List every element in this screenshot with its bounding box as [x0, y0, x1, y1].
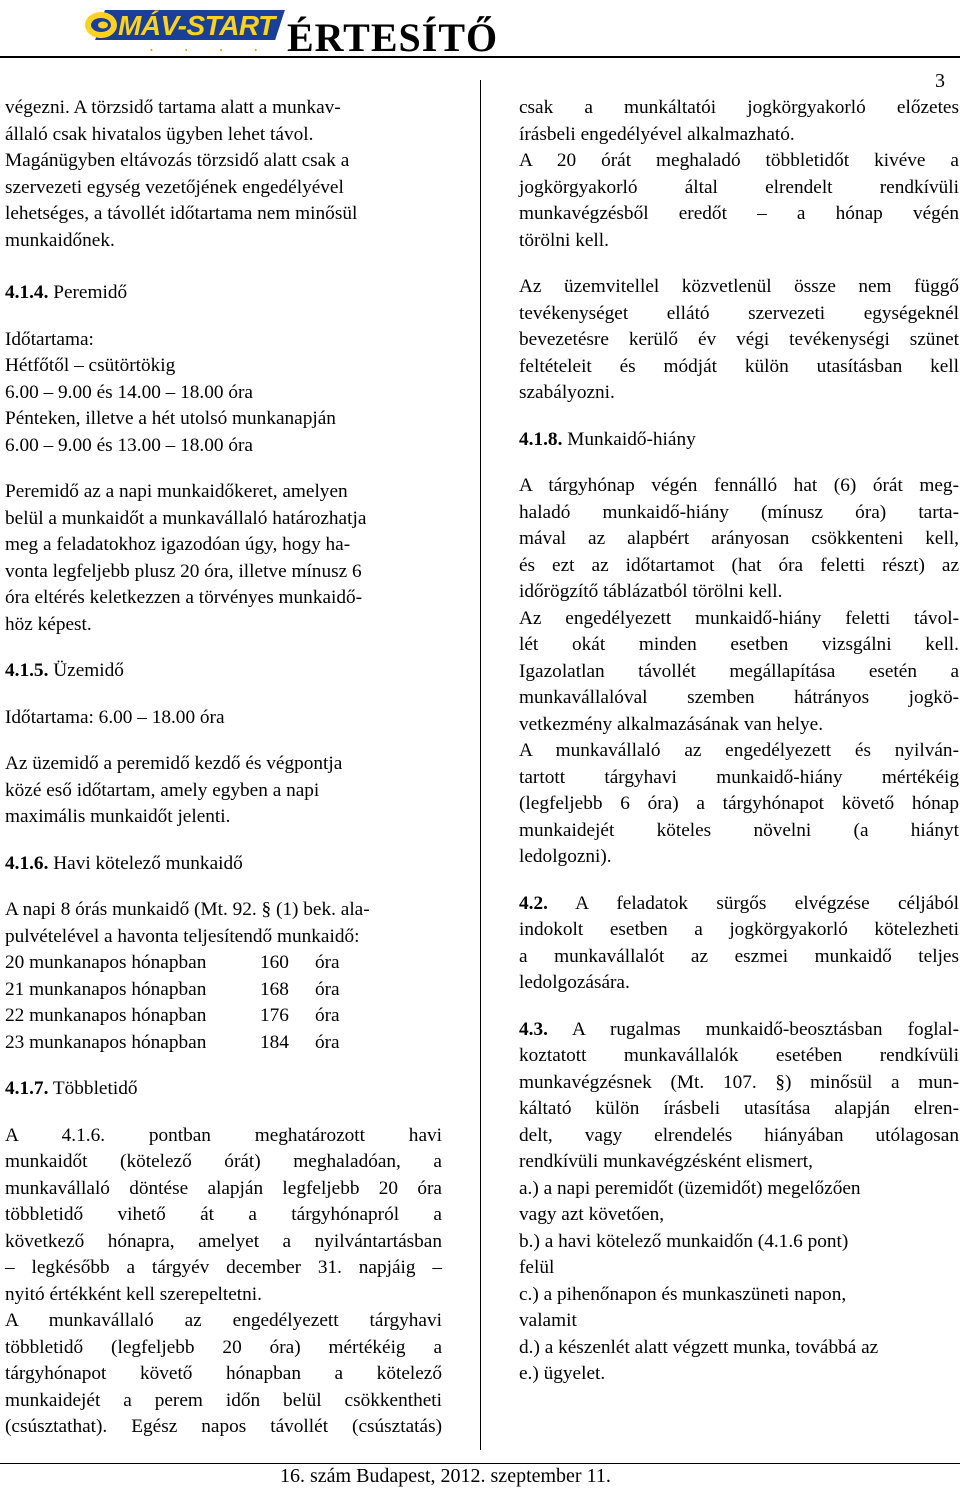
text-line: jogkörgyakorló által elrendelt rendkívüli	[519, 176, 959, 198]
text-line: csak a munkáltatói jogkörgyakorló előzetes	[519, 97, 959, 118]
text-line: nyitó értékként kell szerepeltetni.	[5, 1283, 262, 1305]
text-line: ledolgozni).	[519, 846, 612, 867]
text-line: és ezt az időtartamot (hat óra feletti részt) az	[519, 554, 959, 576]
text-line: koztatott munkavállalók esetében rendkívüli	[519, 1045, 959, 1066]
table-cell-label: 20 munkanapos hónapban	[5, 952, 207, 973]
table-cell-unit: óra	[315, 1005, 340, 1026]
paragraph-tobbletido-csokkentes	[5, 1308, 442, 1441]
text-line: haladó munkaidő-hiány (mínusz óra) tarta-	[519, 501, 959, 523]
paragraph-torzsido	[5, 95, 442, 254]
text-line: állaló csak hivatalos ügyben lehet távol.	[5, 123, 314, 145]
table-row	[5, 1030, 442, 1057]
text-line: vonta legfeljebb plusz 20 óra, illetve mínusz 6	[5, 560, 362, 582]
paragraph-engedely	[519, 95, 959, 254]
text-line: belül a munkaidőt a munkavállaló határozhatja	[5, 507, 367, 529]
text-line: törölni kell.	[519, 229, 609, 251]
paragraph-uzemido	[5, 751, 442, 831]
text-line: Igazolatlan távollét megállapítása esetén a	[519, 660, 959, 682]
section-number: 4.1.6.	[5, 852, 49, 874]
list-item: e.) ügyelet.	[519, 1363, 606, 1384]
left-column	[5, 95, 442, 1441]
section-title: Peremidő	[53, 282, 128, 303]
table-cell-value: 184	[260, 1031, 289, 1053]
peremido-schedule	[5, 327, 442, 460]
text-line: 6.00 – 9.00 és 14.00 – 18.00 óra	[5, 381, 253, 403]
text-line: munkaidőnek.	[5, 229, 115, 251]
paragraph-havi-munkaido	[5, 897, 442, 950]
list-rendkivuli-munka	[519, 1176, 959, 1388]
table-cell-label: 22 munkanapos hónapban	[5, 1005, 207, 1026]
paragraph-section-43	[519, 1017, 959, 1176]
table-row	[5, 1003, 442, 1030]
text-line: mával az alapbért arányosan csökkenteni kell,	[519, 528, 959, 549]
list-item: d.) a készenlét alatt végzett munka, továbbá az	[519, 1336, 879, 1358]
text-line: – legkésőbb a tárgyév december 31. napjáig –	[5, 1257, 442, 1278]
text-line: munkavállalóval szemben hátrányos jogkö-	[519, 687, 959, 708]
section-number: 4.1.5.	[5, 660, 49, 681]
section-title: Munkaidő-hiány	[567, 428, 696, 450]
paragraph-ledolgozas	[519, 738, 959, 871]
text-line: Az engedélyezett munkaidő-hiány feletti távol-	[519, 607, 959, 629]
text-line: Az üzemvitellel közvetlenül össze nem függő	[519, 276, 959, 297]
text-line: ledolgozására.	[519, 972, 630, 993]
section-title: Üzemidő	[53, 660, 124, 681]
text-line: (legfeljebb 6 óra) a tárgyhónapot követő hónap	[519, 793, 959, 814]
text-line: rendkívüli munkavégzésként elismert,	[519, 1151, 813, 1172]
text-line: többletidő (legfeljebb 20 óra) mértékéig a	[5, 1336, 442, 1358]
text-line: höz képest.	[5, 613, 92, 635]
munkaido-table	[5, 950, 442, 1056]
text-line: A 20 órát meghaladó többletidőt kivéve a	[519, 150, 959, 171]
text-line: végezni. A törzsidő tartama alatt a munkav-	[5, 97, 341, 118]
table-cell-value: 168	[260, 978, 289, 1000]
table-cell-value: 160	[260, 952, 289, 973]
list-item: felül	[519, 1257, 555, 1278]
text-line: szervezeti egység vezetőjének engedélyével	[5, 176, 344, 198]
text-line: A napi 8 órás munkaidő (Mt. 92. § (1) bek. ala-	[5, 899, 370, 920]
text-line: munkaidejét a perem időn belül csökkentheti	[5, 1389, 442, 1411]
text-line: munkavállaló döntése alapján legfeljebb 20 óra	[5, 1177, 442, 1199]
section-number: 4.1.8.	[519, 428, 563, 450]
section-number: 4.1.4.	[5, 282, 49, 303]
list-item: valamit	[519, 1310, 577, 1331]
table-cell-label: 23 munkanapos hónapban	[5, 1031, 207, 1053]
list-item: b.) a havi kötelező munkaidőn (4.1.6 pont)	[519, 1230, 849, 1252]
logo-swirl-icon	[82, 8, 120, 42]
table-cell-value: 176	[260, 1005, 289, 1026]
paragraph-tavollet	[519, 606, 959, 739]
right-column	[519, 95, 959, 1388]
text-line: A feladatok sürgős elvégzése céljából	[575, 892, 959, 914]
section-title: Havi kötelező munkaidő	[53, 852, 243, 874]
text-line: Hétfőtől – csütörtökig	[5, 355, 176, 376]
text-line: lét okát minden esetben vizsgálni kell.	[519, 634, 959, 655]
text-line: következő hónapra, amelyet a nyilvántartásban	[5, 1230, 442, 1252]
text-line: óra eltérés keletkezzen a törvényes munkaidő-	[5, 587, 363, 608]
text-line: Pénteken, illetve a hét utolsó munkanapján	[5, 408, 336, 429]
text-line: A munkavállaló az engedélyezett és nyilván-	[519, 740, 959, 761]
list-item: vagy azt követően,	[519, 1204, 665, 1225]
text-line: bevezetésre kerülő év végi tevékenységi szünet	[519, 329, 959, 350]
text-line: tárgyhónapot követő hónapban a kötelező	[5, 1363, 442, 1384]
text-line: tevékenységet ellátó szervezeti egységeknél	[519, 302, 959, 324]
text-line: indokolt esetben a jogkörgyakorló kötelezheti	[519, 919, 959, 940]
section-heading-417	[5, 1076, 442, 1103]
table-cell-unit: óra	[315, 952, 340, 973]
text-line: (csúsztathat). Egész napos távollét (csúsztatás)	[5, 1416, 442, 1437]
section-number: 4.1.7.	[5, 1078, 49, 1099]
logo-text: MÁV-START	[118, 10, 275, 41]
footer-issue-date: 16. szám Budapest, 2012. szeptember 11.	[270, 1465, 621, 1488]
section-heading-415	[5, 658, 442, 685]
text-line: többletidő vihető át a tárgyhónapról a	[5, 1204, 442, 1225]
uzemido-duration: Időtartama: 6.00 – 18.00 óra	[5, 706, 225, 728]
paragraph-section-42	[519, 891, 959, 997]
page-title: ÉRTESÍTŐ	[287, 15, 499, 60]
text-line: munkaidőt (kötelező órát) meghaladóan, a	[5, 1151, 442, 1172]
text-line: munkaidejét köteles növelni (a hiányt	[519, 819, 959, 841]
text-line: időrögzítő táblázatból törölni kell.	[519, 581, 783, 602]
text-line: 6.00 – 9.00 és 13.00 – 18.00 óra	[5, 434, 253, 456]
mav-start-logo	[82, 6, 290, 55]
text-line: közé eső időtartam, amely egyben a napi	[5, 779, 320, 801]
text-line: feltételeit és módját külön utasításban kell	[519, 355, 959, 377]
table-cell-unit: óra	[315, 1031, 340, 1053]
footer-rule	[0, 1463, 960, 1464]
text-line: Magánügyben eltávozás törzsidő alatt csak a	[5, 150, 350, 171]
paragraph-tobbletido	[5, 1123, 442, 1309]
text-line: a munkavállalót az eszmei munkaidő teljes	[519, 945, 959, 967]
paragraph-peremido	[5, 479, 442, 638]
page-header	[0, 0, 960, 92]
section-number: 4.2.	[519, 892, 548, 914]
text-line: tartott tárgyhavi munkaidő-hiány mértékéig	[519, 766, 959, 788]
text-line: Az üzemidő a peremidő kezdő és végpontja	[5, 753, 343, 774]
column-divider	[480, 80, 481, 1450]
section-heading-418	[519, 427, 959, 454]
text-line: írásbeli engedélyével alkalmazható.	[519, 123, 795, 145]
text-line: A 4.1.6. pontban meghatározott havi	[5, 1124, 442, 1146]
text-line: szabályozni.	[519, 382, 615, 403]
list-item: c.) a pihenőnapon és munkaszüneti napon,	[519, 1283, 847, 1305]
text-line: maximális munkaidőt jelenti.	[5, 806, 231, 827]
logo-dots: ••••	[150, 46, 290, 55]
text-line: delt, vagy elrendelés hiányában utólagosan	[519, 1124, 959, 1146]
paragraph-uzemvitel	[519, 274, 959, 407]
text-line: Peremidő az a napi munkaidőkeret, amelyen	[5, 481, 348, 502]
text-line: vetkezmény alkalmazásának van helye.	[519, 713, 824, 735]
text-line: A tárgyhónap végén fennálló hat (6) órát meg-	[519, 475, 959, 496]
section-number: 4.3.	[519, 1018, 548, 1040]
text-line: lehetséges, a távollét időtartama nem minősül	[5, 203, 358, 224]
text-line: munkavégzésből eredőt – a hónap végén	[519, 203, 959, 224]
page-number: 3	[935, 70, 945, 92]
text-line: Időtartama:	[5, 328, 94, 350]
table-row	[5, 950, 442, 977]
header-rule	[0, 56, 960, 58]
text-line: pulvételével a havonta teljesítendő munkaidő:	[5, 925, 360, 947]
text-line: A munkavállaló az engedélyezett tárgyhavi	[5, 1310, 442, 1331]
page-footer	[0, 1455, 960, 1491]
text-line: meg a feladatokhoz igazodóan úgy, hogy ha-	[5, 534, 351, 555]
section-title: Többletidő	[52, 1078, 138, 1099]
table-row	[5, 977, 442, 1004]
text-line: A rugalmas munkaidő-beosztásban foglal-	[571, 1018, 959, 1040]
section-heading-416	[5, 851, 442, 878]
section-heading-414	[5, 280, 442, 307]
text-line: munkavégzésnek (Mt. 107. §) minősül a mun-	[519, 1071, 959, 1093]
table-cell-label: 21 munkanapos hónapban	[5, 978, 207, 1000]
text-line: káltató külön írásbeli utasítása alapján elren-	[519, 1098, 959, 1119]
table-cell-unit: óra	[315, 978, 340, 1000]
paragraph-munkaido-hiany	[519, 473, 959, 606]
list-item: a.) a napi peremidőt (üzemidőt) megelőzően	[519, 1177, 861, 1199]
